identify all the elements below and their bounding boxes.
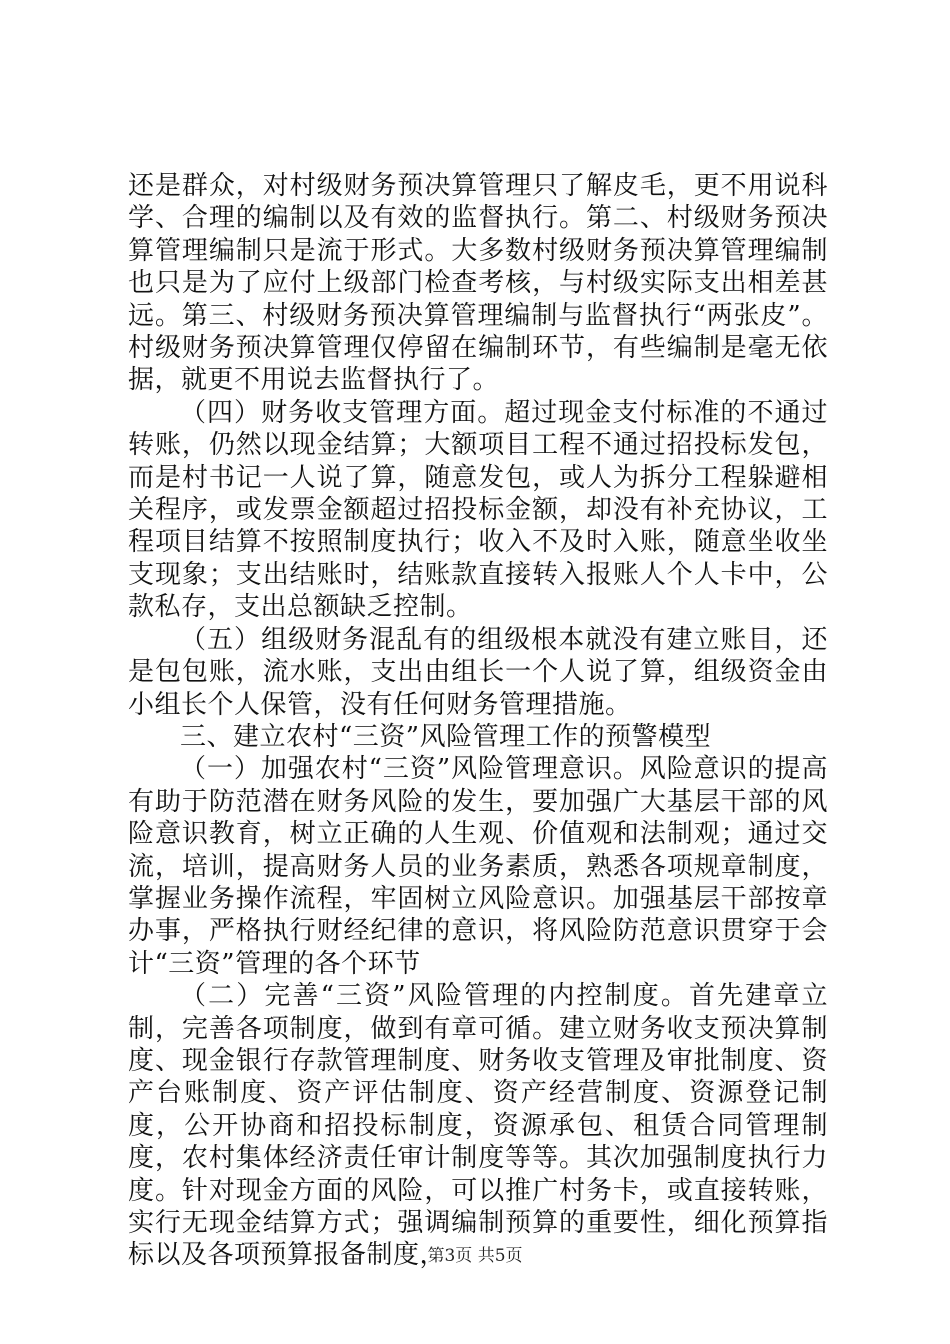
paragraph-internal-control: （二）完善“三资”风险管理的内控制度。首先建章立制，完善各项制度，做到有章可循。建立财务收支预决算制度、现金银行存款管理制度、财务收支管理及审批制度、资产台账制度、资产评估制度、资产经营制度、资源登记制度，公开协商和招投标制度，资源承包、租赁合同管理制度，农村集体经济责任审计制度等等。其次加强制度执行力度。针对现金方面的风险，可以推广村务卡，或直接转账，实行无现金结算方式；强调编制预算的重要性，细化预算指标以及各项预算报备制度， [128, 981, 828, 1271]
paragraph-risk-awareness: （一）加强农村“三资”风险管理意识。风险意识的提高有助于防范潜在财务风险的发生，要加强广大基层干部的风险意识教育，树立正确的人生观、价值观和法制观；通过交流，培训，提高财务人员的业务素质，熟悉各项规章制度，掌握业务操作流程，牢固树立风险意识。加强基层干部按章办事，严格执行财经纪律的意识，将风险防范意识贯穿于会计“三资”管理的各个环节 [128, 754, 828, 979]
paragraph-continuation: 还是群众，对村级财务预决算管理只了解皮毛，更不用说科学、合理的编制以及有效的监督执行。第二、村级财务预决算管理编制只是流于形式。大多数村级财务预决算管理编制也只是为了应付上级部门检查考核，与村级实际支出相差甚远。第三、村级财务预决算管理编制与监督执行“两张皮”。村级财务预决算管理仅停留在编制环节，有些编制是毫无依据，就更不用说去监督执行了。 [128, 171, 828, 396]
paragraph-section-five: （五）组级财务混乱有的组级根本就没有建立账目，还是包包账，流水账，支出由组长一个人说了算，组级资金由小组长个人保管，没有任何财务管理措施。 [128, 624, 828, 720]
section-heading-three: 三、建立农村“三资”风险管理工作的预警模型 [180, 721, 712, 752]
page-number-footer: 第3页 共5页 [427, 1246, 523, 1266]
document-body [128, 170, 828, 1272]
paragraph-section-four: （四）财务收支管理方面。超过现金支付标准的不通过转账，仍然以现金结算；大额项目工程不通过招投标发包，而是村书记一人说了算，随意发包，或人为拆分工程躲避相关程序，或发票金额超过招投标金额，却没有补充协议，工程项目结算不按照制度执行；收入不及时入账，随意坐收坐支现象；支出结账时，结账款直接转入报账人个人卡中，公款私存，支出总额缺乏控制。 [128, 397, 828, 623]
